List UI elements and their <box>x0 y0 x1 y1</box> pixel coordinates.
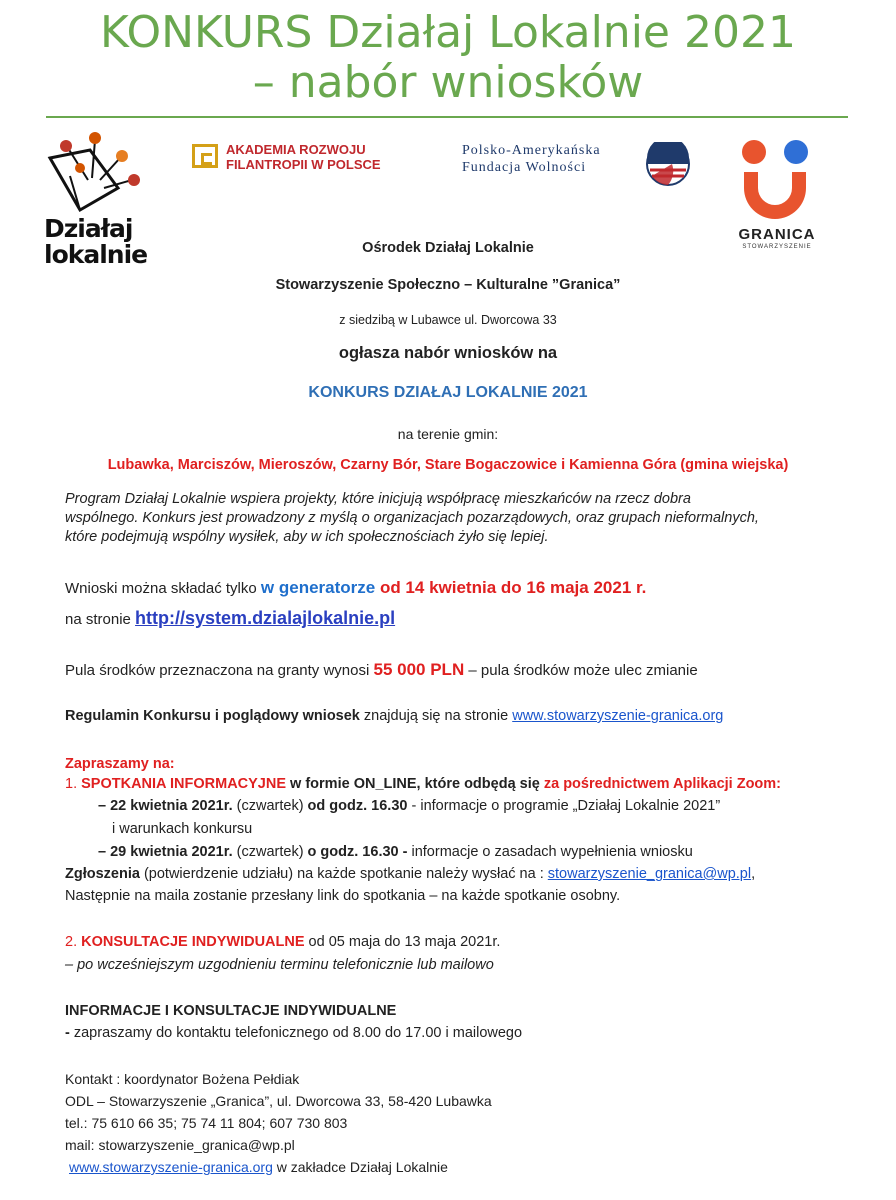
contact-block: Kontakt : koordynator Bożena Pełdiak ODL – Stowarzyszenie „Granica”, ul. Dworcowa 33, 58-420 Lubawka tel.: 75 610 66 35; 75 74 11 804; 607 730 803 mail: stowarzyszenie_granica@wp.pl www.stowarzyszenie-granica.org w zakładce Działaj Lokalnie <box>65 1071 492 1175</box>
info-text: - zapraszamy do kontaktu telefonicznego od 8.00 do 17.00 i mailowego <box>65 1025 523 1041</box>
polsko-amerykanska-fundacja-logo: Polsko-Amerykańska Fundacja Wolności <box>462 142 702 186</box>
org-name: Ośrodek Działaj Lokalnie <box>362 240 534 256</box>
granica-logo: GRANICA STOWARZYSZENIE <box>730 136 830 256</box>
meeting-1: – 22 kwietnia 2021r. (czwartek) od godz. 16.30 - informacje o programie „Działaj Lokalnie 2021” <box>98 798 721 814</box>
program-description: Program Działaj Lokalnie wspiera projekty, które inicjują współpracę mieszkańców na rzecz dobra wspólnego. Konkurs jest prowadzony z myślą o organizacjach pozarządowych, oraz grupach nieformalnych, które podejmują wspólny wysiłek, aby w ich społecznościach żyło się lepiej. <box>65 491 759 545</box>
title-divider <box>46 116 848 118</box>
flag-emblem-icon <box>642 142 694 186</box>
meetings-heading: 1. SPOTKANIA INFORMACYJNE w formie ON_LINE, które odbędą się za pośrednictwem Aplikacji Zoom: <box>65 776 782 792</box>
org-seat: z siedzibą w Lubawce ul. Dworcowa 33 <box>339 313 557 327</box>
granica-website-link[interactable]: www.stowarzyszenie-granica.org <box>512 708 724 724</box>
meeting-2: – 29 kwietnia 2021r. (czwartek) o godz. 16.30 - informacje o zasadach wypełnienia wniosku <box>98 844 693 860</box>
flower-bouquet-icon <box>40 128 150 220</box>
invite-heading: Zapraszamy na: <box>65 756 175 772</box>
rules-info: Regulamin Konkursu i poglądowy wniosek znajdują się na stronie www.stowarzyszenie-granica.org <box>65 708 724 724</box>
generator-link[interactable]: http://system.dzialajlokalnie.pl <box>135 608 396 628</box>
smile-face-icon <box>730 136 824 222</box>
contact-website-link[interactable]: www.stowarzyszenie-granica.org <box>69 1159 273 1175</box>
consultations-note: – po wcześniejszym uzgodnieniu terminu telefonicznie lub mailowo <box>65 957 494 973</box>
meeting-1-cont: i warunkach konkursu <box>112 821 253 837</box>
info-heading: INFORMACJE I KONSULTACJE INDYWIDUALNE <box>65 1003 397 1019</box>
org-full-name: Stowarzyszenie Społeczno – Kulturalne ”Granica” <box>275 277 621 293</box>
registration-info: Zgłoszenia (potwierdzenie udziału) na każde spotkanie należy wysłać na : stowarzyszenie_granica@wp.pl, <box>65 866 756 882</box>
akademia-rozwoju-filantropii-logo: AKADEMIA ROZWOJU FILANTROPII W POLSCE <box>190 140 420 180</box>
page-title: KONKURS Działaj Lokalnie 2021 – nabór wniosków <box>100 7 796 108</box>
registration-email-link[interactable]: stowarzyszenie_granica@wp.pl <box>547 866 752 882</box>
consultations-heading: 2. KONSULTACJE INDYWIDUALNE od 05 maja do 13 maja 2021r. <box>65 934 501 950</box>
arfp-mark-icon <box>192 144 218 168</box>
announcement: ogłasza nabór wniosków na <box>338 344 558 362</box>
applications-info: Wnioski można składać tylko w generatorze od 14 kwietnia do 16 maja 2021 r. <box>65 578 647 597</box>
applications-site: na stronie http://system.dzialajlokalnie.pl <box>65 608 396 628</box>
dzialaj-lokalnie-logo: Działaj lokalnie <box>40 128 150 278</box>
grant-pool: Pula środków przeznaczona na granty wynosi 55 000 PLN – pula środków może ulec zmianie <box>65 660 698 679</box>
area-label: na terenie gmin: <box>397 426 499 442</box>
registration-info-2: Następnie na maila zostanie przesłany link do spotkania – na każde spotkanie osobny. <box>65 888 621 904</box>
contest-name: KONKURS DZIAŁAJ LOKALNIE 2021 <box>308 384 588 401</box>
municipalities: Lubawka, Marciszów, Mieroszów, Czarny Bór, Stare Bogaczowice i Kamienna Góra (gmina wiejska) <box>107 457 789 473</box>
